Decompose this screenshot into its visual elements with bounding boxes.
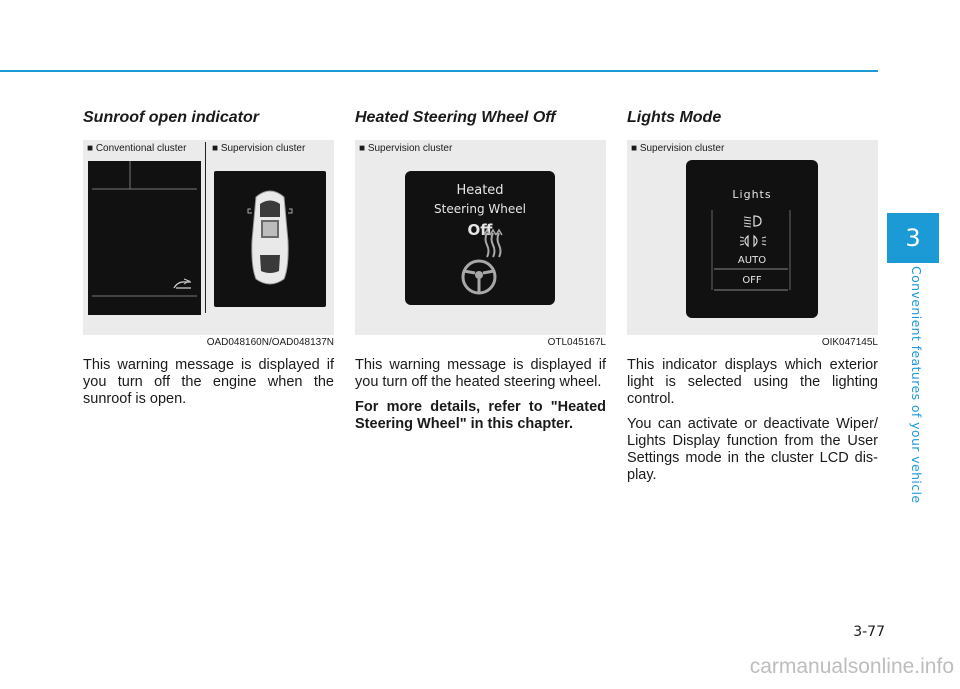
body-paragraph: You can activate or deactivate Wiper/ Lights Display function from the User Settings mode in the cluster LCD dis- play. xyxy=(627,416,878,483)
body-paragraph: This warning message is displayed if you turn off the heated steering wheel. xyxy=(355,357,606,390)
section-heated-steering-wheel-off xyxy=(355,108,606,433)
sunroof-open-icon xyxy=(174,279,191,288)
figure-caption: ■ Supervision cluster xyxy=(631,143,725,154)
lights-mode-display xyxy=(686,160,818,318)
car-top-view-icon xyxy=(214,171,326,307)
header-rule xyxy=(0,70,878,72)
headlight-low-beam-icon xyxy=(744,216,761,227)
body-paragraph: This warning message is displayed if you turn off the engine when the sunroof is open. xyxy=(83,357,334,407)
chapter-number-tab: 3 xyxy=(887,213,939,263)
hsw-line-heated: Heated xyxy=(456,183,504,198)
hsw-line-steering-wheel: Steering Wheel xyxy=(434,202,526,216)
body-paragraph: This indicator displays which exterior light is selected using the lighting control. xyxy=(627,357,878,407)
body-paragraph-bold: For more details, refer to "Heated Steering Wheel" in this chapter. xyxy=(355,399,606,432)
figure-code: OTL045167L xyxy=(547,337,606,348)
figure-sunroof-clusters xyxy=(83,140,334,335)
lights-option-auto: AUTO xyxy=(737,255,767,266)
heated-steering-wheel-icon xyxy=(405,171,555,305)
parking-light-icon xyxy=(740,236,766,246)
figure-caption: ■ Supervision cluster xyxy=(212,143,306,154)
conventional-cluster-display xyxy=(88,161,201,315)
section-heading: Lights Mode xyxy=(627,109,722,126)
figure-caption: ■ Conventional cluster xyxy=(87,143,187,154)
page-number: 3-77 xyxy=(853,624,885,640)
hsw-line-off: Off xyxy=(467,221,493,239)
section-heading: Heated Steering Wheel Off xyxy=(355,109,556,126)
lights-option-off: OFF xyxy=(742,275,762,286)
lights-title: Lights xyxy=(732,188,772,201)
watermark: carmanualsonline.info xyxy=(749,655,954,678)
figure-caption: ■ Supervision cluster xyxy=(359,143,453,154)
figure-code: OIK047145L xyxy=(821,337,878,348)
chapter-title: Convenient features of your vehicle xyxy=(909,266,924,504)
figure-lights-mode xyxy=(627,140,878,335)
figure-code: OAD048160N/OAD048137N xyxy=(206,337,334,348)
figure-divider xyxy=(205,142,206,313)
hsw-display xyxy=(405,171,555,305)
supervision-cluster-display xyxy=(214,171,326,307)
section-sunroof-open-indicator xyxy=(83,108,334,408)
section-lights-mode xyxy=(627,108,878,484)
figure-heated-steering-wheel xyxy=(355,140,606,335)
section-heading: Sunroof open indicator xyxy=(83,109,259,126)
